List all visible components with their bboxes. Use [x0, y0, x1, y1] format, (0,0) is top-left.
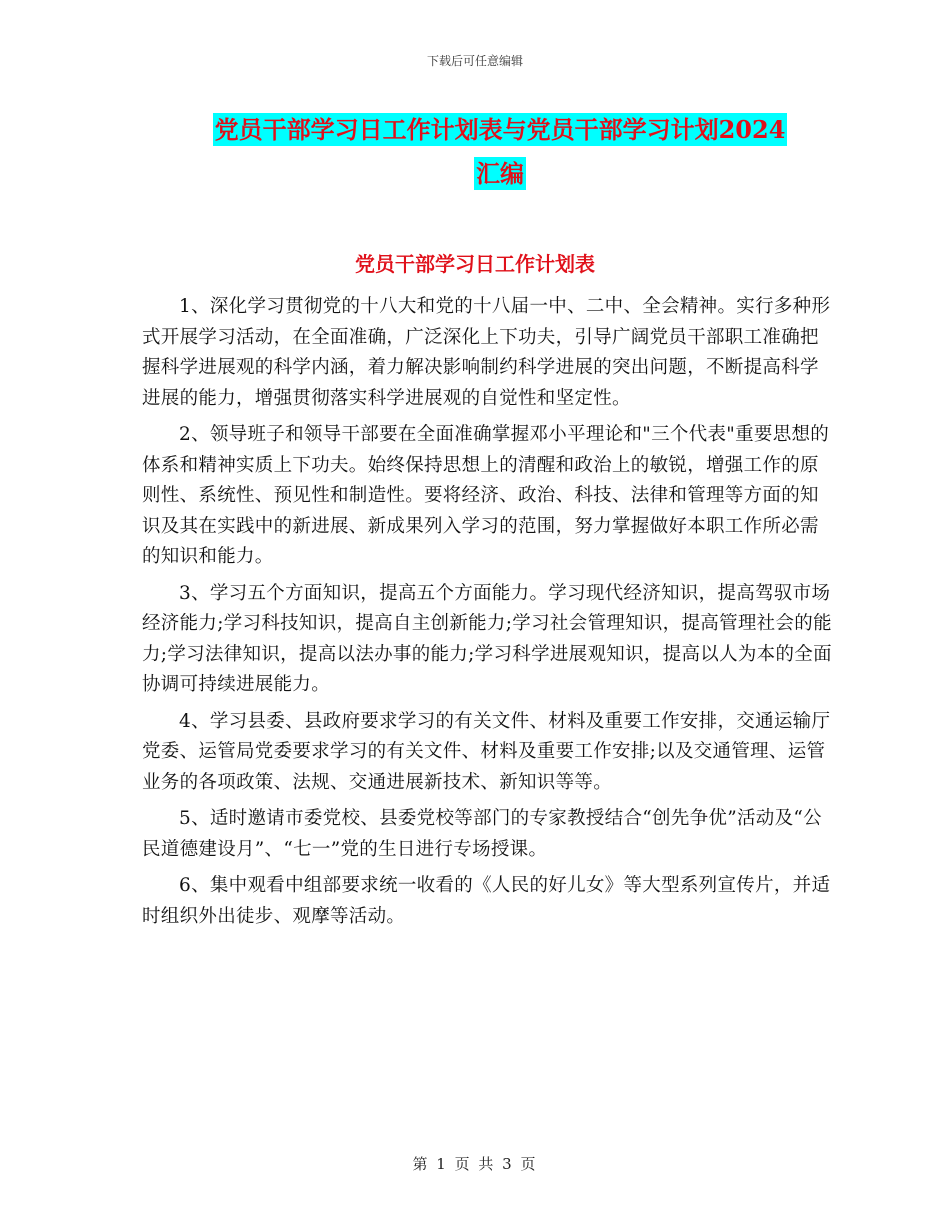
title-line-1: 党员干部学习日工作计划表与党员干部学习计划2024: [214, 115, 786, 144]
page-footer: 第 1 页 共 3 页: [412, 1155, 538, 1173]
paragraph-4: 4、学习县委、县政府要求学习的有关文件、材料及重要工作安排，交通运输厅党委、运管局党委要求学习的有关文件、材料及重要工作安排;以及交通管理、运管业务的各项政策、法规、交通进展新技术、新知识等等。: [142, 710, 831, 793]
paragraph-1: 1、深化学习贯彻党的十八大和党的十八届一中、二中、全会精神。实行多种形式开展学习活动，在全面准确，广泛深化上下功夫，引导广阔党员干部职工准确把握科学进展观的科学内涵，着力解决影响制约科学进展的突出问题，不断提高科学进展的能力，增强贯彻落实科学进展观的自觉性和坚定性。: [142, 296, 831, 409]
section-title: 党员干部学习日工作计划表: [355, 252, 595, 276]
body-text: [142, 292, 832, 938]
paragraph-3: 3、学习五个方面知识，提高五个方面能力。学习现代经济知识，提高驾驭市场经济能力;学习科技知识，提高自主创新能力;学习社会管理知识，提高管理社会的能力;学习法律知识，提高以法办事的能力;学习科学进展观知识，提高以人为本的全面协调可持续进展能力。: [142, 582, 832, 695]
paragraph-2: 2、领导班子和领导干部要在全面准确掌握邓小平理论和"三个代表"重要思想的体系和精神实质上下功夫。始终保持思想上的清醒和政治上的敏锐，增强工作的原则性、系统性、预见性和制造性。要将经济、政治、科技、法律和管理等方面的知识及其在实践中的新进展、新成果列入学习的范围，努力掌握做好本职工作所必需的知识和能力。: [142, 424, 830, 567]
paragraph-6: 6、集中观看中组部要求统一收看的《人民的好儿女》等大型系列宣传片，并适时组织外出徒步、观摩等活动。: [142, 875, 831, 927]
paragraph-5: 5、适时邀请市委党校、县委党校等部门的专家教授结合“创先争优”活动及“公民道德建设月”、“七一”党的生日进行专场授课。: [142, 808, 822, 860]
header-note: 下载后可任意编辑: [426, 54, 523, 68]
document-title: [150, 108, 850, 196]
title-line-2: 汇编: [476, 159, 524, 188]
